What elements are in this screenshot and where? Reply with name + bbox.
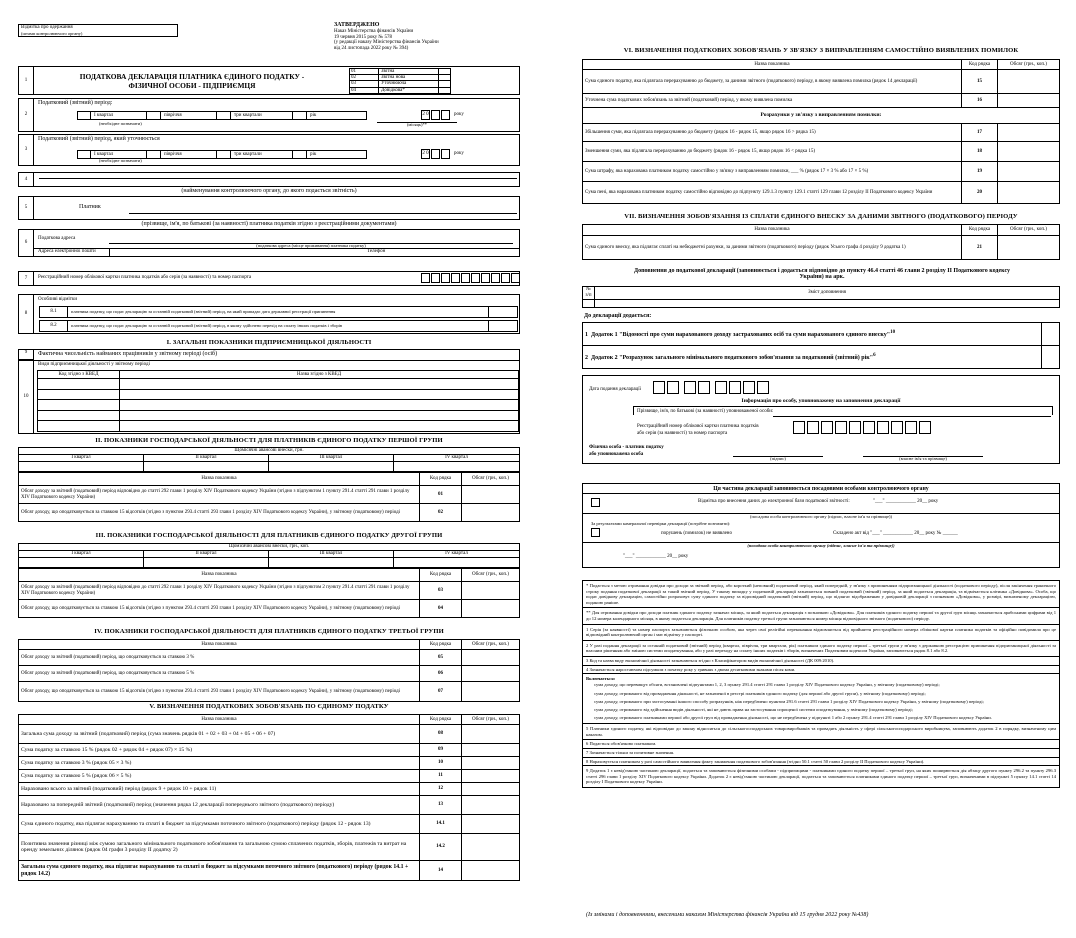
kved-code-cell[interactable] — [38, 421, 120, 432]
section-4-row-code: 06 — [420, 666, 462, 682]
section-6-title: VI. ВИЗНАЧЕННЯ ПОДАТКОВИХ ЗОБОВ'ЯЗАНЬ У ЗВ'ЯЗКУ З ВИПРАВЛЕННЯМ САМОСТІЙНО ВИЯВЛЕНИХ ПОМИЛОК — [623, 47, 1019, 54]
section-2-name-header: Назва показника — [19, 473, 420, 486]
authorized-reg-label-2: або серія (за наявності) та номер паспорта — [637, 431, 728, 436]
footnote: 4 Зазначається наростаючим підсумком з початку року у гривнях з двома десятковими знаками після коми. — [582, 666, 1060, 675]
section-6-row-value[interactable] — [998, 124, 1060, 142]
period-option-year[interactable]: рік — [307, 111, 367, 120]
section-6-row-code: 17 — [962, 124, 998, 142]
period-checkbox[interactable] — [147, 111, 161, 120]
section-6-code-header: Код рядка — [962, 60, 998, 70]
section-6-row-code: 18 — [962, 142, 998, 162]
section-6-row-value[interactable] — [998, 182, 1060, 204]
special-mark-checkbox[interactable] — [488, 321, 517, 331]
section-4-row-value[interactable] — [462, 650, 520, 666]
special-mark-checkbox[interactable] — [488, 307, 517, 317]
section-2-value[interactable] — [394, 462, 520, 472]
section-4-sum-header: Обсяг (грн., коп.) — [462, 640, 520, 650]
section-6-table — [582, 59, 1060, 204]
kved-code-cell[interactable] — [38, 379, 120, 390]
kved-name-header: Назва згідно з КВЕД — [120, 371, 519, 379]
section-6-subheader: Розрахунки у зв'язку з виправленням помилки: — [583, 108, 1060, 124]
signature-caption: (підпис) — [733, 456, 823, 462]
section-5-row-value[interactable] — [462, 815, 520, 834]
attachment-2-label: Додаток 2 "Розрахунок загального мінімального податкового зобов'язання за податковий (звітний) рік" — [591, 354, 874, 361]
footnote: 3 Код та назва виду економічної діяльності зазначаються згідно з Класифікатором видів економічної діяльності (ДК 009:2010). — [582, 657, 1060, 666]
footnote: * Подається з метою отримання довідки про доходи за звітний період, або короткий (неповний) податковий період, який попередній, у зв'язку з припиненням підприємницької діяльності (податкового періоду), після закінчення граничного строку подання податкової декларації за такий звітний період. У такому випадку у податковій декларації зазначається повний податковий (звітний) період, за який подається декларація, та відмічається клітинка «Довідкова». Особа, що подає довідкову декларацію, самостійно розраховує суму єдиного податку за відповідний податковий (звітний) період, що підлягає відображенню у довідковій декларації з позначкою «Довідкова», у розмірі, визначеному декларацією, поданою раніше. — [582, 581, 1060, 608]
amendment-note: (Із змінами і доповненнями, внесеними наказом Міністерства фінансів України від 15 грудня 2022 року №438) — [586, 912, 869, 918]
row-9-label: Фактична чисельність найманих працівників у звітному періоді (осіб) — [38, 351, 218, 357]
section-5-row-code: 09 — [420, 744, 462, 757]
section-7-row-code: 21 — [962, 236, 998, 260]
section-5-row-code: 14.2 — [420, 834, 462, 861]
corrected-option-nine-months[interactable]: три квартали — [231, 150, 293, 159]
section-4-row-code: 07 — [420, 682, 462, 702]
section-5-row-code: 12 — [420, 783, 462, 796]
tax-address-label: Податкова адреса — [38, 236, 76, 241]
kved-code-cell[interactable] — [38, 410, 120, 421]
approval-line-1: Наказ Міністерства фінансів України — [334, 28, 414, 34]
corrected-period-checkbox[interactable] — [217, 150, 231, 159]
registration-row — [18, 271, 520, 286]
attachment-item: 1 Додаток 1 "Відомості про суми нарахованого доходу застрахованих осіб та суми нарахованого єдиного внеску"$^{10}$ — [583, 323, 1042, 346]
section-3-row-value[interactable] — [462, 600, 520, 618]
section-7-table — [582, 224, 1060, 260]
control-title: Ця частина декларації заповнюється посадовими особами контролюючого органу — [583, 484, 1059, 494]
section-2-monthly: Щомісячні авансові внески, грн. — [19, 448, 520, 455]
declaration-type-item[interactable]: 03 Уточнююча — [349, 81, 469, 88]
attachments-title: До декларації додається: — [584, 313, 652, 319]
section-5-row-code: 10 — [420, 757, 462, 770]
special-marks-label: Особливі відмітки — [38, 297, 78, 302]
review-date: "___" ____________ 20__ року — [623, 554, 689, 559]
footnote-includes: Включається: сума доходу, що перевищує обсяги, встановлені підпунктами 1, 2, 3 пункту 291.4 статті 291 глави 1 розділу XIV Податкового кодексу України, у звітному (податковому) періоді; сума доходу, отриманого від провадження діяльності, не зазначеної в реєстрі платників єдиного податку (для першої або другої групи), у звітному (податковому) періоді; сума доходу, отриманого при застосуванні іншого способу розрахунків, ніж передбачено пунктом 291.6 статті 291 глави 1 розділу XIV Податкового кодексу України, у звітному (податковому) періоді; сума доходу, отриманого від здійснення видів діяльності, які не дають права на застосування спрощеної системи оподаткування, у звітному (податковому) періоді; сума доходу, отриманого платниками першої або другої груп від провадження діяльності, що не передбачена у підпункті 1 або 2 пункту 291.4 статті 291 глави 1 розділу XIV Податкового кодексу України. — [582, 674, 1060, 724]
section-4-code-header: Код рядка — [420, 640, 462, 650]
declaration-title — [37, 72, 347, 90]
period-checkbox[interactable] — [77, 111, 91, 120]
section-2-title: II. ПОКАЗНИКИ ГОСПОДАРСЬКОЇ ДІЯЛЬНОСТІ ДЛЯ ПЛАТНИКІВ ЄДИНОГО ПОДАТКУ ПЕРШОЇ ГРУПИ — [95, 437, 443, 444]
section-7-row-text: Сума єдиного внеску, яка підлягає сплаті на небюджетні рахунки, за даними звітного (податкового) періоду (рядок Усього графа 4 розділу 9 додатка 1) — [583, 236, 962, 260]
kved-code-cell[interactable] — [38, 389, 120, 400]
section-5-row-value[interactable] — [462, 796, 520, 815]
addendum-number-cell[interactable] — [583, 299, 595, 307]
section-4-row-code: 05 — [420, 650, 462, 666]
footnote: 5 Платники єдиного податку, які відповідно до закону відносяться до сільськогосподарських товаровиробників та провадять діяльність у сфері сільськогосподарського виробництва, заповнюють додаток 2 в порядку, визначеному цим наказом. — [582, 724, 1060, 740]
section-4-row-text: Обсяг доходу за звітний (податковий) період, що оподатковується за ставкою 3 % — [19, 650, 420, 666]
payer-label: Платник — [79, 204, 101, 210]
section-6-row-text: Сума штрафу, яка нарахована платником податку самостійно у зв'язку з виправленням помилки, ___ % (рядок 17 × 3 % або 17 × 5 %) — [583, 162, 962, 182]
attachment-item: 2 Додаток 2 "Розрахунок загального мінімального податкового зобов'язання за податковий (звітний) рік"$^6$ — [583, 346, 1042, 369]
special-marks-row — [18, 294, 520, 334]
section-5-title: V. ВИЗНАЧЕННЯ ПОДАТКОВИХ ЗОБОВ'ЯЗАНЬ ПО ЄДИНОМУ ПОДАТКУ — [149, 703, 389, 710]
kved-table — [37, 370, 519, 432]
corrected-period-note: (необхідне позначити) — [99, 158, 142, 163]
period-options — [77, 110, 377, 120]
section-3-quarter: III квартал — [269, 551, 394, 558]
section-6-row-value[interactable] — [998, 142, 1060, 162]
section-4-row-value[interactable] — [462, 682, 520, 702]
section-2-value[interactable] — [19, 462, 144, 472]
data-entry-label: Відмітка про внесення даних до електронної бази податкової звітності: — [698, 499, 850, 504]
data-entry-caption: (посадова особа контролюючого органу (підпис, власне ім'я та прізвище)) — [750, 514, 892, 519]
declaration-type-item[interactable]: 02 Звітна нова — [349, 75, 469, 82]
section-1-title: I. ЗАГАЛЬНІ ПОКАЗНИКИ ПІДПРИЄМНИЦЬКОЇ ДІЯЛЬНОСТІ — [166, 339, 372, 346]
section-2-row-code: 01 — [420, 486, 462, 504]
period-label: Податковий (звітний) період: — [38, 100, 113, 106]
section-4-table — [18, 639, 520, 702]
section-5-name-header: Назва показника — [19, 715, 420, 725]
footnote: 1 Серія (за наявності) та номер паспорта зазначаються фізичною особою, яка через свої релігійні переконання відмовляється від прийняття реєстраційного номера облікової картки платника податків та офіційно повідомила про це відповідний контролюючий орган і має відмітку у паспорті. — [582, 625, 1060, 641]
section-3-row-text: Обсяг доходу, що оподатковується за ставкою 15 відсотків (згідно з пунктом 293.4 статті 293 глави 1 розділу XIV Податкового кодексу України), у звітному (податковому) періоді — [19, 600, 420, 618]
signer-name-caption: (власне ім'я та прізвище) — [863, 456, 983, 462]
section-7-sum-header: Обсяг (грн., коп.) — [998, 225, 1060, 236]
section-5-row-value[interactable] — [462, 770, 520, 783]
payer-row — [18, 196, 520, 220]
section-5-sum-header: Обсяг (грн., коп.) — [462, 715, 520, 725]
period-checkbox[interactable] — [217, 111, 231, 120]
section-3-row-value[interactable] — [462, 582, 520, 600]
control-block — [582, 483, 1060, 568]
section-5-row-text: Сума єдиного податку, яка підлягає нарахуванню та сплаті в бюджет за підсумками поточного звітного (податкового) періоду (рядок 12 - рядок 13) — [19, 815, 420, 834]
section-7-code-header: Код рядка — [962, 225, 998, 236]
kved-code-header: Код згідно з КВЕД — [38, 371, 120, 379]
kved-name-cell[interactable] — [120, 379, 519, 390]
registration-number-field[interactable] — [421, 273, 520, 283]
authorized-name-input[interactable] — [773, 416, 1051, 417]
section-5-row-text: Загальна сума єдиного податку, яка підлягає нарахуванню та сплаті в бюджет за підсумками поточного звітного (податкового) періоду (рядок 14.1 + рядок 14.2) — [19, 861, 420, 881]
addendum-content-header: Зміст доповнення — [595, 287, 1060, 300]
kved-name-cell[interactable] — [120, 400, 519, 411]
section-6-row-text: Сума єдиного податку, яка підлягала перерахуванню до бюджету, за даними звітного (податкового) періоду, в якому виявлена помилка (рядок 14 декларації) — [583, 70, 962, 94]
section-4-name-header: Назва показника — [19, 640, 420, 650]
section-2-row-value[interactable] — [462, 504, 520, 522]
section-6-row-code: 19 — [962, 162, 998, 182]
submission-date-label: Дата подання декларації — [589, 387, 641, 392]
declaration-left-column — [18, 0, 520, 938]
section-6-row-text: Збільшення суми, яка підлягала перерахуванню до бюджету (рядок 16 - рядок 15, якщо рядок 16 > рядка 15) — [583, 124, 962, 142]
section-6-row-value[interactable] — [998, 94, 1060, 108]
section-6-sum-header: Обсяг (грн., коп.) — [998, 60, 1060, 70]
footnotes — [582, 580, 1060, 904]
section-7-row-value[interactable] — [998, 236, 1060, 260]
review-label: За результатами камеральної перевірки декларації (потрібне позначити): — [591, 521, 731, 526]
approval-block — [334, 22, 520, 52]
approval-line-3: (у редакції наказу Міністерства фінансів України — [334, 40, 439, 46]
addendum-number-header: № з/п — [583, 287, 595, 300]
email-label: Адреса електронної пошти — [38, 249, 96, 254]
approval-line-4: від 24 листопада 2022 року № 394) — [334, 46, 409, 52]
section-3-value[interactable] — [19, 558, 144, 568]
corrected-option-q1[interactable]: I квартал — [91, 150, 147, 159]
authorized-reg-field[interactable] — [793, 421, 933, 434]
section-3-table — [18, 543, 520, 618]
corrected-period-checkbox[interactable] — [77, 150, 91, 159]
section-3-title: III. ПОКАЗНИКИ ГОСПОДАРСЬКОЇ ДІЯЛЬНОСТІ ДЛЯ ПЛАТНИКІВ ЄДИНОГО ПОДАТКУ ДРУГОЇ ГРУПИ — [95, 532, 443, 539]
section-3-quarter: I квартал — [19, 551, 144, 558]
section-5-row-text: Нараховано за попередній звітний (податковий) період (значення рядка 12 декларації попереднього звітного (податкового) періоду) — [19, 796, 420, 815]
section-5-row-value[interactable] — [462, 834, 520, 861]
section-6-row-text: Уточнена сума податкових зобов'язань за звітний (податковий) період, у якому виявлена помилка — [583, 94, 962, 108]
period-checkbox[interactable] — [293, 111, 307, 120]
registration-row-number: 7 — [24, 275, 28, 281]
section-5-row-code: 11 — [420, 770, 462, 783]
section-3-row-code: 03 — [420, 582, 462, 600]
attachment-2-checkbox[interactable] — [1042, 346, 1060, 369]
section-3-quarter: IV квартал — [394, 551, 520, 558]
section-6-row-text: Зменшення суми, яка підлягала перерахуванню до бюджету (рядок 16 - рядок 15, якщо рядок 16 < рядка 15) — [583, 142, 962, 162]
kved-code-cell[interactable] — [38, 400, 120, 411]
section-3-name-header: Назва показника — [19, 569, 420, 582]
section-2-quarter: II квартал — [144, 455, 269, 462]
section-2-row-text: Обсяг доходу за звітний (податковий) період відповідно до статті 292 глави 1 розділу XIV Податкового кодексу України (згідно з підпунктом 1 пункту 291.4 статті 291 глави 1 розділу XIV Податкового кодексу України) — [19, 486, 420, 504]
section-6-row-value[interactable] — [998, 162, 1060, 182]
section-3-value[interactable] — [394, 558, 520, 568]
section-3-sum-header: Обсяг (грн., коп.) — [462, 569, 520, 582]
phone-label: Телефон — [367, 249, 386, 254]
footnote: 8 Нараховується платником у разі самостійного виявлення факту заниження податкового зобов'язання (згідно 50.1 статті 50 глави 2 розділу II Податкового кодексу України). — [582, 758, 1060, 767]
row-10-number: 10 — [23, 393, 29, 399]
section-2-value[interactable] — [144, 462, 269, 472]
corrected-year-field[interactable]: 2 0 року — [421, 149, 464, 159]
receipt-stamp-box — [18, 24, 178, 37]
section-5-row-value[interactable] — [462, 861, 520, 881]
authorized-reg-label-1: Реєстраційний номер облікової картки платника податків — [637, 424, 759, 429]
section-3-value[interactable] — [269, 558, 394, 568]
section-4-title: IV. ПОКАЗНИКИ ГОСПОДАРСЬКОЇ ДІЯЛЬНОСТІ ДЛЯ ПЛАТНИКІВ ЄДИНОГО ПОДАТКУ ТРЕТЬОЇ ГРУПИ — [94, 628, 444, 635]
payer-caption: (прізвище, ім'я, по батькові (за наявності) платника податків згідно з реєстраційними документами) — [141, 221, 397, 227]
section-3-code-header: Код рядка — [420, 569, 462, 582]
authorized-person-info: Інформація про особу, уповноважену на заповнення декларації — [741, 398, 901, 404]
review-caption: (посадова особа контролюючого органу (підпис, власне ім'я та прізвище)) — [747, 543, 895, 548]
period-option-nine-months[interactable]: три квартали — [231, 111, 293, 120]
footnote: 6 Подається обов'язково платником. — [582, 740, 1060, 749]
declaration-type-item[interactable]: 04 Довідкова* — [349, 88, 469, 95]
signing-block — [582, 375, 1060, 464]
period-note: (необхідне позначити) — [99, 121, 142, 126]
section-5-row-value[interactable] — [462, 744, 520, 757]
section-6-row-value[interactable] — [998, 70, 1060, 94]
row-9-number: 9 — [19, 350, 34, 360]
corrected-period-checkbox[interactable] — [293, 150, 307, 159]
section-3-monthly: Щомісячні авансові внески, грн., коп. — [19, 544, 520, 551]
footnote: 9 Додаток 1 є невід'ємною частиною декларації, подається та заповнюється фізичними особами - підприємцями - платниками єдиного податку першої – третьої груп, на яких поширюється дія абзацу другого пункту 296.2 та пункту 296.3 статті 296 глави 1 розділу XIV Податкового кодексу України. Додаток 2 є невід'ємною частиною декларації, подається та заповнюється платниками єдиного податку першої – третьої груп, визначеними в підпункті 5 пункту 14.1 статті 14 розділу I Податкового кодексу України. — [582, 766, 1060, 788]
no-violations-checkbox[interactable] — [591, 528, 600, 537]
section-2-quarter: I квартал — [19, 455, 144, 462]
period-month-note: (місяць)** — [377, 122, 457, 128]
section-6-row-code: 20 — [962, 182, 998, 204]
corrected-period-label: Податковий (звітний) період, який уточнюється — [38, 136, 160, 142]
submission-date-field[interactable] — [653, 381, 771, 394]
section-5-row-value[interactable] — [462, 725, 520, 744]
declaration-type-list — [349, 68, 469, 94]
section-5-table — [18, 714, 520, 881]
section-2-row-code: 02 — [420, 504, 462, 522]
corrected-option-year[interactable]: рік — [307, 150, 367, 159]
section-2-row-text: Обсяг доходу, що оподатковується за ставкою 15 відсотків (згідно з пунктом 293.4 статті 293 глави 1 розділу XIV Податкового кодексу України), у звітному (податковому) періоді — [19, 504, 420, 522]
period-option-q1[interactable]: I квартал — [91, 111, 147, 120]
section-3-quarter: II квартал — [144, 551, 269, 558]
section-4-row-text: Обсяг доходу, що оподатковується за ставкою 15 відсотків (згідно з пунктом 293.4 статті 293 глави 1 розділу XIV Податкового кодексу України), у звітному (податковому) періоді — [19, 682, 420, 702]
section-2-code-header: Код рядка — [420, 473, 462, 486]
section-5-row-code: 14.1 — [420, 815, 462, 834]
footnote: 2 У разі подання декларації за останній податковий (звітний) період (квартал, півріччя, три квартали, рік) платником єдиного податку першої – третьої групи у зв'язку з державною реєстрацією припинення підприємницької діяльності за власним рішенням або зміною системи оподаткування, або у разі переходу на сплату інших податків і зборів, визначених Податковим кодексом України, заповнюється рядок 8.1 або 8.2. — [582, 641, 1060, 657]
signer-label-2: або уповноважена особа — [589, 452, 644, 457]
corrected-period-number: 3 — [24, 147, 28, 153]
section-3-value[interactable] — [144, 558, 269, 568]
section-5-code-header: Код рядка — [420, 715, 462, 725]
tax-authority-caption: (найменування контролюючого органу, до якого подається звітність) — [181, 188, 357, 194]
section-7-name-header: Назва показника — [583, 225, 962, 236]
addendum-table — [582, 286, 1060, 308]
section-5-row-code: 14 — [420, 861, 462, 881]
kved-name-cell[interactable] — [120, 389, 519, 400]
kved-name-cell[interactable] — [120, 421, 519, 432]
period-year-field[interactable]: 2 0 року — [421, 110, 464, 120]
section-5-row-text: Сума податку за ставкою 15 % (рядок 02 + рядок 04 + рядок 07) × 15 %) — [19, 744, 420, 757]
receipt-stamp-line1: Відмітка про одержання — [21, 25, 73, 30]
section-6-row-code: 16 — [962, 94, 998, 108]
payer-input[interactable] — [129, 213, 517, 214]
no-violations-label: порушень (помилок) не виявлено — [661, 531, 732, 536]
period-option-half[interactable]: півріччя — [161, 111, 217, 120]
address-row-number: 6 — [24, 240, 28, 246]
corrected-option-half[interactable]: півріччя — [161, 150, 217, 159]
footnote: 7 Зазначається тільки за позитивне значення. — [582, 749, 1060, 758]
title-row-number: 1 — [24, 77, 28, 83]
section-5-row-value[interactable] — [462, 757, 520, 770]
section-1-table — [18, 349, 520, 434]
section-5-row-text: Загальна сума доходу за звітний (податковий) період (сума значень рядків 01 + 02 + 03 + 04 + 05 + 06 + 07) — [19, 725, 420, 744]
period-row-number: 2 — [24, 112, 28, 118]
section-7-title: VII. ВИЗНАЧЕННЯ ЗОБОВ'ЯЗАННЯ ІЗ СПЛАТИ ЄДИНОГО ВНЕСКУ ЗА ДАНИМИ ЗВІТНОГО (ПОДАТКОВОГО) ПЕРІОДУ — [624, 213, 1018, 220]
section-5-row-text: Позитивна значення різниці між сумою загального мінімального податкового зобов'язання та загальною сумою сплачених податків, зборів, платежів та витрат на оренду земельних ділянок (рядок 04 графи 3 розділу II додатку 2) — [19, 834, 420, 861]
section-2-row-value[interactable] — [462, 486, 520, 504]
addendum-content-cell[interactable] — [595, 299, 1060, 307]
special-marks-number: 8 — [24, 311, 28, 317]
receipt-stamp-line2: (штамп контролюючого органу) — [21, 30, 83, 36]
section-2-sum-header: Обсяг (грн., коп.) — [462, 473, 520, 486]
kved-name-cell[interactable] — [120, 410, 519, 421]
addendum-title: Доповнення до податкової декларації (заповнюється і додається відповідно до пункту 46.4 статті 46 глави 2 розділу II Податкового кодексу України) на арк. — [633, 268, 1011, 280]
approval-line-2: 19 червня 2015 року № 578 — [334, 34, 392, 40]
attachment-1-checkbox[interactable] — [1042, 323, 1060, 346]
authorized-name-label: Прізвище, ім'я, по батькові (за наявності) уповноваженої особи: — [637, 409, 774, 414]
tax-address-caption: (податкова адреса (місце проживання) платника податку) — [256, 243, 366, 248]
attachment-1-label: Додаток 1 "Відомості про суми нарахованого доходу застрахованих осіб та суми нарахованого єдиного внеску" — [591, 331, 891, 338]
signer-label-1: Фізична особа - платник податку — [589, 445, 664, 450]
address-row — [18, 229, 520, 257]
title-row — [18, 66, 520, 95]
section-2-quarter: IV квартал — [394, 455, 520, 462]
data-entry-date: "___" ____________ 20__ року — [873, 499, 939, 504]
section-5-row-code: 08 — [420, 725, 462, 744]
special-mark-item: 8.1 платника податку, що подає декларацію за останній податковий (звітний) період, на який припадає дата державної реєстрації припинення — [39, 306, 518, 318]
tax-authority-number: 4 — [24, 176, 28, 182]
section-6-row-code: 15 — [962, 70, 998, 94]
section-5-row-text: Нараховано всього за звітний (податковий) період (рядок 9 + рядок 10 + рядок 11) — [19, 783, 420, 796]
declaration-right-column — [582, 0, 1060, 938]
section-5-row-text: Сума податку за ставкою 5 % (рядок 06 × 5 %) — [19, 770, 420, 783]
section-2-value[interactable] — [269, 462, 394, 472]
email-input[interactable] — [109, 248, 110, 256]
corrected-period-row — [18, 134, 520, 166]
period-row — [18, 98, 520, 132]
footnote: ** Для отримання довідки про доходи платник єдиного податку зазначає місяць, за який подається декларація з позначкою «Довідкова». Для платників єдиного податку першої та другої груп місяць зазначається арабськими цифрами від 1 до 12 номера календарного місяця, в якому подається декларація. Для платників податку третьої групи зазначаються номер місяця відповідного звітного (податкового) періоду. — [582, 608, 1060, 624]
section-3-row-text: Обсяг доходу за звітний (податковий) період відповідно до статті 292 глави 1 розділу XIV Податкового кодексу України (згідно з підпунктом 2 пункту 291.4 статті 291 глави 1 розділу XIV Податкового кодексу України) — [19, 582, 420, 600]
section-3-row-code: 04 — [420, 600, 462, 618]
section-2-table — [18, 447, 520, 522]
section-2-quarter: III квартал — [269, 455, 394, 462]
row-10-label: Види підприємницької діяльності у звітному періоді — [38, 362, 150, 367]
registration-label: Реєстраційний номер облікової картки платника податків або серія (за наявності) та номер паспорта — [38, 275, 252, 280]
declaration-title-line1: ПОДАТКОВА ДЕКЛАРАЦІЯ ПЛАТНИКА ЄДИНОГО ПОДАТКУ - — [79, 72, 305, 81]
approval-title: ЗАТВЕРДЖЕНО — [334, 22, 380, 28]
section-5-row-code: 13 — [420, 796, 462, 815]
declaration-title-line2: ФІЗИЧНОЇ ОСОБИ - ПІДПРИЄМЦЯ — [128, 81, 256, 90]
section-5-row-value[interactable] — [462, 783, 520, 796]
section-4-row-text: Обсяг доходу за звітний (податковий) період, що оподатковується за ставкою 5 % — [19, 666, 420, 682]
section-6-row-text: Сума пені, яка нарахована платником податку самостійно відповідно до підпункту 129.1.3 пункту 129.1 статті 129 глави 12 розділу II Податкового кодексу України — [583, 182, 962, 204]
section-6-name-header: Назва показника — [583, 60, 962, 70]
declaration-type-item[interactable]: 01 Звітна — [349, 68, 469, 75]
tax-authority-row — [18, 172, 520, 187]
section-4-row-value[interactable] — [462, 666, 520, 682]
corrected-period-checkbox[interactable] — [147, 150, 161, 159]
attachments-table — [582, 322, 1060, 369]
payer-row-number: 5 — [24, 205, 28, 211]
tax-authority-input[interactable] — [39, 178, 517, 179]
act-drawn-label: Складено акт від "___" ____________ 20__ року № ______ — [833, 531, 958, 536]
section-5-row-text: Сума податку за ставкою 3 % (рядок 05 × 3 %) — [19, 757, 420, 770]
data-entry-checkbox[interactable] — [591, 498, 600, 507]
special-mark-item: 8.2 платника податку, що подає декларацію за останній податковий (звітний) період, в якому здійснено перехід на сплату інших податків і зборів — [39, 320, 518, 332]
